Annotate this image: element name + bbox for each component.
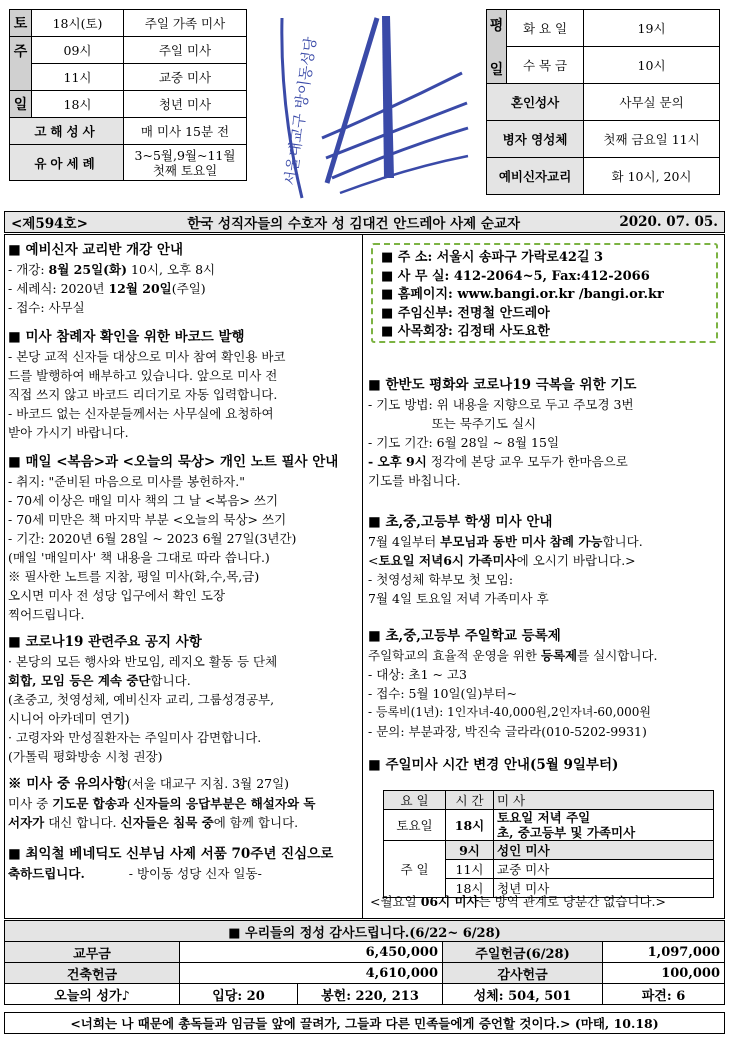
sunday-school-notice: [368, 626, 724, 741]
text-line: (초중고, 첫영성체, 예비신자 교리, 그룹성경공부,: [8, 692, 275, 707]
text-line: (매일 '매일미사' 책 내용을 그대로 따라 씁니다.): [8, 550, 270, 565]
catechism-value: 화 10시, 20시: [584, 158, 720, 195]
text-line: - 기도 방법: 위 내용을 지향으로 두고 주모경 3번: [368, 397, 634, 412]
bulletin-date: 2020. 07. 05.: [619, 214, 718, 230]
table-row: [487, 121, 720, 158]
text-line: [8, 774, 360, 794]
transcription-notice: [8, 452, 360, 624]
table-header: 요 일: [384, 791, 446, 810]
sick-communion-label: 병자 영성체: [487, 121, 584, 158]
baptism-value: [124, 145, 247, 181]
bulletin-header: [4, 211, 725, 233]
catechism-label: 예비신자교리: [487, 158, 584, 195]
text: 초, 중고등부 및 가족미사: [497, 825, 636, 840]
weekday-schedule-table: [486, 9, 720, 195]
text-line: [368, 452, 724, 471]
offerings-table: [4, 920, 725, 1005]
time-cell: 09시: [32, 37, 124, 64]
baptism-label: 유아세례: [10, 145, 124, 181]
text: 주일학교의 효율적 운영을 위한: [368, 648, 541, 663]
text: <: [368, 553, 379, 568]
text-bold: 축하드립니다.: [8, 866, 85, 881]
offering-value: 4,610,000: [180, 963, 443, 984]
text: - 방이동 성당 신자 일동-: [124, 866, 262, 881]
hymn-offertory: 봉헌: 220, 213: [298, 984, 443, 1005]
text: 에 함께 합니다.: [213, 815, 299, 830]
time-cell: 18시: [32, 91, 124, 118]
mass-name-cell: 주일 미사: [124, 37, 247, 64]
text-line: - 기도 기간: 6월 28일 ~ 8월 15일: [368, 435, 560, 450]
text-line: - 70세 미만은 책 마지막 부분 <오늘의 묵상> 쓰기: [8, 512, 287, 527]
weekday-label: [487, 10, 507, 84]
text-line: - 접수: 사무실: [8, 300, 85, 315]
table-row: [487, 84, 720, 121]
day-cell: 토요일: [384, 810, 446, 841]
table-row: [487, 158, 720, 195]
offering-label: 주일헌금(6/28): [443, 942, 603, 963]
text-line: - 취지: "준비된 마음으로 미사를 봉헌하자.": [8, 474, 245, 489]
table-row: [487, 47, 720, 84]
section-title: ■ 예비신자 교리반 개강 안내: [8, 242, 184, 258]
weekday-top: 평: [489, 17, 504, 34]
day-cell: 주: [10, 37, 32, 91]
council-head-line: ■ 사목회장: 김정태 사도요한: [381, 324, 550, 339]
text-line: - 등록비(1년): 1인자녀-40,000원,2인자녀-60,000원: [368, 705, 651, 719]
text-line: (가톨릭 평화방송 시청 권장): [8, 749, 163, 764]
text: 10시, 오후 8시: [127, 262, 216, 277]
text-line: · 고령자와 만성질환자는 주일미사 감면합니다.: [8, 730, 262, 745]
day-cell: 일: [10, 91, 32, 118]
text: 정각에 본당 교우 모두가 한마음으로: [426, 454, 628, 469]
mass-cell: 청년 미사: [494, 879, 714, 898]
text-line: 오시면 미사 전 성당 입구에서 확인 도장: [8, 588, 226, 603]
text-line: [8, 671, 360, 690]
time-cell: 18시: [446, 810, 494, 841]
table-row: [10, 118, 247, 145]
text-line: [8, 864, 360, 883]
text-line: [8, 794, 360, 813]
text-bold: 8월 25일(화): [48, 262, 128, 277]
weekday-time: 19시: [584, 10, 720, 47]
text-bold: 토요일 저녁6시 가족미사: [378, 553, 517, 568]
pastor-line: ■ 주임신부: 전명철 안드레아: [381, 305, 550, 321]
text-line: - 첫영성체 학부모 첫 모임:: [368, 572, 514, 587]
offering-label: 감사헌금: [443, 963, 603, 984]
text: 7월 4일부터: [368, 534, 441, 549]
text-bold: 부모님과 동반 미사 참례 가능: [440, 534, 603, 549]
offering-label: 건축헌금: [5, 963, 180, 984]
weekday-name: 수 목 금: [507, 47, 584, 84]
section-title: ■ 매일 <복음>과 <오늘의 묵상> 개인 노트 필사 안내: [8, 454, 339, 470]
mass-caution-notice: [8, 774, 360, 832]
table-row: [384, 791, 714, 810]
section-title: ■ 주일미사 시간 변경 안내(5월 9일부터): [368, 757, 619, 773]
section-title: ■ 미사 참례자 확인을 위한 바코드 발행: [8, 329, 245, 345]
text: 에 오시기 바랍니다.>: [516, 553, 636, 568]
monday-mass-note: [370, 892, 722, 910]
table-row: [5, 963, 725, 984]
table-row: [5, 921, 725, 942]
covid-notice: [8, 632, 360, 766]
weekday-bottom: 일: [489, 61, 504, 78]
mass-schedule-table: [9, 9, 247, 181]
text: 를 실시합니다.: [577, 648, 658, 663]
mass-name-cell: 청년 미사: [124, 91, 247, 118]
barcode-notice: [8, 327, 360, 442]
text-line: [8, 279, 360, 298]
text: - 개강:: [8, 262, 49, 277]
left-column: [8, 240, 360, 883]
table-row: [10, 145, 247, 181]
mass-cell: [494, 810, 714, 841]
text-bold: ※ 미사 중 유의사항: [8, 776, 127, 792]
text-line: ※ 필사한 노트를 지참, 평일 미사(화,수,목,금): [8, 569, 260, 584]
day-cell: 토: [10, 10, 32, 37]
text-line: - 문의: 부분과장, 박진숙 글라라(010-5202-9931): [368, 724, 647, 739]
text-line: - 접수: 5월 10일(일)부터~: [368, 686, 517, 701]
text-bold: 신자들은 침묵 중: [120, 815, 214, 830]
parish-info-box: [371, 243, 718, 343]
table-row: [5, 942, 725, 963]
text-line: - 바코드 없는 신자분들께서는 사무실에 요청하여: [8, 406, 274, 421]
text: - 세례식: 2020년: [8, 281, 109, 296]
hymn-entrance: 입당: 20: [180, 984, 298, 1005]
confession-value: 매 미사 15분 전: [124, 118, 247, 145]
mass-cell: 교중 미사: [494, 860, 714, 879]
scripture-quote: <너희는 나 때문에 총독들과 임금들 앞에 끌려가, 그들과 다른 민족들에게 증언할 것이다.> (마태, 10.18): [4, 1012, 725, 1034]
table-row: [10, 91, 247, 118]
table-row: [384, 841, 714, 860]
text-line: 시니어 아카데미 연기): [8, 711, 130, 726]
catechism-notice: [8, 240, 360, 317]
office-line: ■ 사 무 실: 412-2064~5, Fax:412-2066: [381, 268, 650, 284]
baptism-months: 3~5월,9월~11월: [134, 147, 236, 163]
sick-communion-value: 첫째 금요일 11시: [584, 121, 720, 158]
text-line: [368, 532, 724, 551]
time-cell: 11시: [32, 64, 124, 91]
parish-logo: [262, 8, 474, 206]
text-bold: 등록제: [540, 648, 578, 663]
sunday-mass-table: [383, 790, 714, 898]
text: 합니다.: [150, 673, 191, 688]
table-row: [10, 10, 247, 37]
mass-cell: 성인 미사: [494, 841, 714, 860]
text: 토요일 저녁 주일: [497, 810, 591, 825]
text: 는 방역 관계로 당분간 없습니다.>: [478, 894, 666, 909]
day-cell: 주 일: [384, 841, 446, 898]
marriage-value: 사무실 문의: [584, 84, 720, 121]
marriage-label: 혼인성사: [487, 84, 584, 121]
text-line: 찍어드립니다.: [8, 607, 85, 622]
table-header: 미 사: [494, 791, 714, 810]
text-line: - 대상: 초1 ~ 고3: [368, 667, 468, 682]
section-title: ■ 초,중,고등부 주일학교 등록제: [368, 628, 561, 644]
text-line: 7월 4일 토요일 저녁 가족미사 후: [368, 591, 549, 606]
time-cell: 9시: [446, 841, 494, 860]
offerings-title: ■ 우리들의 정성 감사드립니다.(6/22~ 6/28): [5, 921, 725, 942]
text: 대신 합니다.: [44, 815, 121, 830]
text-line: [8, 260, 360, 279]
time-cell: 18시: [446, 879, 494, 898]
text: (주일): [171, 281, 206, 296]
student-mass-notice: [368, 512, 724, 608]
section-title: ■ 한반도 평화와 코로나19 극복을 위한 기도: [368, 377, 637, 393]
text: <월요일: [370, 894, 421, 909]
hymn-communion: 성체: 504, 501: [443, 984, 603, 1005]
mass-name-cell: 교중 미사: [124, 64, 247, 91]
text-line: [368, 551, 724, 570]
text-bold: 06시 미사: [420, 894, 479, 909]
section-title: ■ 코로나19 관련주요 공지 사항: [8, 634, 202, 650]
text-line: 받아 가시기 바랍니다.: [8, 425, 129, 440]
text-line: 드를 발행하여 배부하고 있습니다. 앞으로 미사 전: [8, 368, 278, 383]
weekday-time: 10시: [584, 47, 720, 84]
table-row: [384, 810, 714, 841]
section-title: ■ 초,중,고등부 학생 미사 안내: [368, 514, 553, 530]
time-cell: 18시(토): [32, 10, 124, 37]
text-line: [8, 813, 360, 832]
offering-value: 6,450,000: [180, 942, 443, 963]
offering-label: 교무금: [5, 942, 180, 963]
column-divider: [362, 235, 363, 918]
table-row: [10, 64, 247, 91]
offering-value: 100,000: [603, 963, 725, 984]
text-line: [368, 646, 724, 665]
issue-number: <제594호>: [11, 216, 88, 232]
text: 미사 중: [8, 796, 53, 811]
time-cell: 11시: [446, 860, 494, 879]
feast-title: 한국 성직자들의 수호자 성 김대건 안드레아 사제 순교자: [187, 216, 521, 232]
text-line: 또는 묵주기도 실시: [368, 416, 537, 431]
baptism-week: 첫째 토요일: [152, 162, 218, 178]
text-bold: 서자가: [8, 815, 45, 830]
text-bold: 회합, 모임 등은 계속 중단: [8, 673, 151, 688]
text: (서울 대교구 지침. 3월 27일): [126, 776, 290, 791]
hymn-recessional: 파견: 6: [603, 984, 725, 1005]
text-line: - 기간: 2020년 6월 28일 ~ 2023 6월 27일(3년간): [8, 531, 297, 546]
text-line: - 본당 교적 신자들 대상으로 미사 참여 확인용 바코: [8, 349, 286, 364]
homepage-line: ■ 홈페이지: www.bangi.or.kr /bangi.or.kr: [381, 287, 664, 302]
text-line: 기도를 바칩니다.: [368, 473, 461, 488]
table-header: 시 간: [446, 791, 494, 810]
table-row: [487, 10, 720, 47]
text-bold: 기도문 합송과 신자들의 응답부분은 해설자와 독: [52, 796, 316, 811]
mass-name-cell: 주일 가족 미사: [124, 10, 247, 37]
offering-value: 1,097,000: [603, 942, 725, 963]
anniversary-notice: [8, 844, 360, 883]
confession-label: 고해성사: [10, 118, 124, 145]
address-line: ■ 주 소: 서울시 송파구 가락로42길 3: [381, 250, 604, 265]
section-title: ■ 최익철 베네딕도 신부님 사제 서품 70주년 진심으로: [8, 846, 334, 862]
table-row: [5, 984, 725, 1005]
text-line: - 70세 이상은 매일 미사 책의 그 날 <복음> 쓰기: [8, 493, 279, 508]
text-line: · 본당의 모든 행사와 반모임, 레지오 활동 등 단체: [8, 654, 278, 669]
offerings-section: [4, 920, 725, 1005]
hymn-label: 오늘의 성가♪: [5, 984, 180, 1005]
text-bold: - 오후 9시: [368, 454, 427, 469]
right-column: [368, 375, 724, 775]
weekday-name: 화 요 일: [507, 10, 584, 47]
logo-text: 서울대교구 방이동성당: [281, 35, 320, 187]
text-line: 직접 쓰지 않고 바코드 리더기로 자동 입력합니다.: [8, 387, 278, 402]
text: 합니다.: [602, 534, 643, 549]
table-row: [10, 37, 247, 64]
prayer-notice: [368, 375, 724, 490]
text-bold: 12월 20일: [108, 281, 172, 296]
